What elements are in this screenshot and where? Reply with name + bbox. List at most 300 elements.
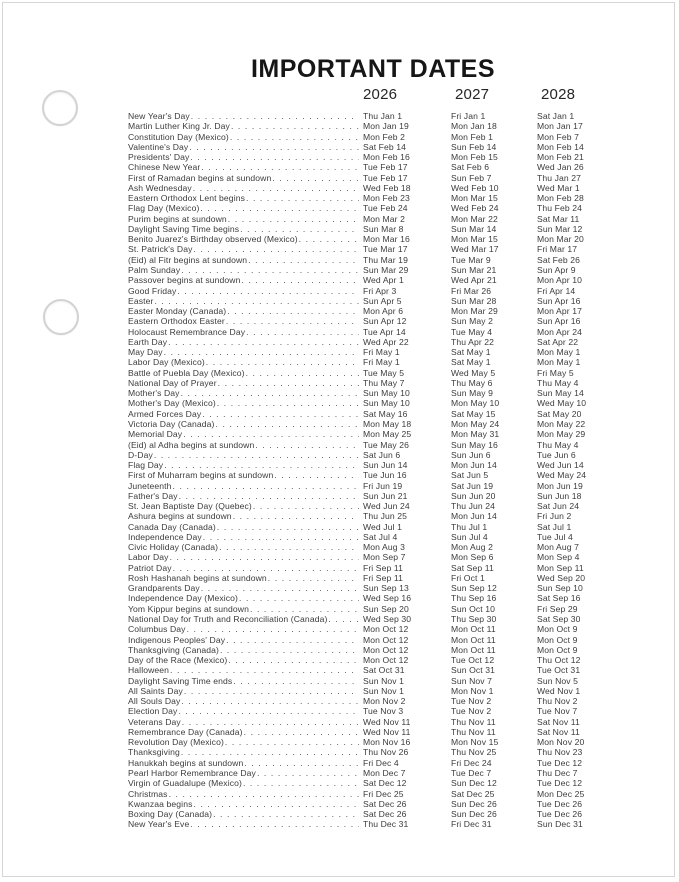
holiday-date-2027: Mon Jun 14 [451, 511, 497, 522]
holiday-name-cell [128, 655, 359, 665]
dot-leader [169, 789, 359, 799]
holiday-name: Passover begins at sundown [128, 275, 241, 286]
dot-leader [201, 162, 359, 172]
table-row [128, 542, 624, 552]
holiday-date-2028: Sat Jan 1 [537, 111, 575, 121]
holiday-name-cell [128, 152, 359, 162]
holiday-date-2028: Tue Oct 31 [537, 665, 581, 676]
dot-leader [246, 327, 359, 337]
holiday-date-2028: Sat May 20 [537, 408, 582, 419]
holiday-date-2026: Mon Oct 12 [363, 634, 409, 645]
holiday-date-2028: Mon May 1 [537, 357, 581, 368]
dot-leader [154, 450, 359, 460]
holiday-date-2027: Sun Jun 20 [451, 490, 496, 501]
holiday-date-2026: Sun Apr 5 [363, 295, 402, 306]
dot-leader [226, 635, 359, 645]
holiday-date-2026: Sat Jul 4 [363, 531, 398, 542]
holiday-name-cell [128, 737, 359, 747]
holiday-name-cell [128, 275, 359, 285]
holiday-date-2027: Tue Mar 9 [451, 254, 491, 265]
holiday-date-2027: Sat Feb 6 [451, 162, 490, 173]
holiday-name: Independence Day (Mexico) [128, 593, 238, 604]
holiday-name: Constitution Day (Mexico) [128, 131, 229, 142]
holiday-date-2026: Mon Apr 6 [363, 306, 404, 317]
dot-leader [233, 511, 359, 521]
holiday-date-2028: Thu Dec 7 [537, 768, 578, 778]
holiday-name: Labor Day [128, 552, 169, 563]
table-row [128, 778, 624, 788]
holiday-name-cell [128, 563, 359, 573]
holiday-date-2026: Sat Jun 6 [363, 449, 401, 460]
table-row [128, 655, 624, 665]
holiday-name-cell [128, 511, 359, 521]
holiday-name-cell [128, 686, 359, 696]
holiday-date-2026: Mon Feb 16 [363, 152, 410, 163]
table-row [128, 768, 624, 778]
holiday-date-2026: Tue Feb 17 [363, 162, 408, 173]
holiday-date-2028: Mon Sep 11 [537, 562, 584, 573]
holiday-date-2026: Sat May 16 [363, 408, 408, 419]
dot-leader [181, 747, 359, 757]
table-row [128, 409, 624, 419]
punch-hole-bottom [43, 299, 79, 335]
holiday-name-cell [128, 491, 359, 501]
holiday-name-cell [128, 132, 359, 142]
holiday-name-cell [128, 583, 359, 593]
table-row [128, 275, 624, 285]
table-row [128, 552, 624, 562]
holiday-date-2028: Mon Oct 9 [537, 634, 578, 645]
dot-leader [184, 686, 359, 696]
holiday-name: Daylight Saving Time begins [128, 223, 240, 234]
holiday-name-cell [128, 501, 359, 511]
holiday-name-cell [128, 316, 359, 326]
holiday-name-cell [128, 142, 359, 152]
dot-leader [173, 563, 359, 573]
holiday-name: St. Jean Baptiste Day (Quebec) [128, 501, 252, 512]
holiday-name-cell [128, 224, 359, 234]
holiday-date-2027: Sun Mar 14 [451, 223, 497, 234]
table-row [128, 162, 624, 172]
holiday-date-2028: Sun Apr 9 [537, 264, 576, 275]
holiday-name-cell [128, 758, 359, 768]
holiday-name: (Eid) al Adha begins at sundown [128, 439, 255, 450]
holiday-date-2028: Mon Jan 17 [537, 121, 583, 132]
holiday-date-2027: Fri Oct 1 [451, 572, 485, 583]
holiday-date-2027: Thu Sep 30 [451, 614, 497, 625]
table-row [128, 522, 624, 532]
dot-leader [193, 244, 359, 254]
table-row [128, 234, 624, 244]
holiday-date-2026: Wed Nov 11 [363, 716, 411, 727]
holiday-date-2027: Mon May 31 [451, 429, 500, 440]
holiday-date-2026: Mon Feb 2 [363, 131, 405, 142]
holiday-name: First of Ramadan begins at sundown [128, 172, 272, 183]
holiday-date-2027: Thu Nov 11 [451, 716, 496, 727]
dot-leader [170, 665, 359, 675]
holiday-name: Halloween [128, 665, 170, 676]
dot-leader [164, 460, 359, 470]
holiday-name: Day of the Race (Mexico) [128, 655, 228, 666]
holiday-date-2027: Wed May 5 [451, 367, 496, 378]
holiday-name: (Eid) al Fitr begins at sundown [128, 254, 248, 265]
holiday-name: Good Friday [128, 285, 177, 296]
holiday-date-2026: Sun Apr 12 [363, 316, 407, 327]
holiday-date-2028: Sat Apr 22 [537, 336, 579, 347]
holiday-name-cell [128, 419, 359, 429]
holiday-name: Victoria Day (Canada) [128, 418, 215, 429]
holiday-date-2028: Mon Apr 24 [537, 326, 582, 337]
dot-leader [227, 306, 359, 316]
dot-leader [190, 819, 359, 829]
holiday-name: Juneteenth [128, 480, 172, 491]
table-row [128, 306, 624, 316]
table-row [128, 265, 624, 275]
holiday-date-2028: Tue Dec 12 [537, 757, 583, 768]
holiday-name-cell [128, 624, 359, 634]
holiday-date-2027: Thu May 6 [451, 377, 493, 388]
table-row [128, 111, 624, 121]
table-row [128, 799, 624, 809]
holiday-name-cell [128, 747, 359, 757]
holiday-name: Mother's Day (Mexico) [128, 398, 216, 409]
table-row [128, 440, 624, 450]
holiday-name: D-Day [128, 449, 153, 460]
holiday-date-2028: Sun Jun 18 [537, 490, 582, 501]
holiday-name: Memorial Day [128, 429, 183, 440]
dot-leader [228, 214, 359, 224]
holiday-date-2026: Sun Jun 21 [363, 490, 408, 501]
holiday-name: Daylight Saving Time ends [128, 675, 233, 686]
holiday-date-2027: Tue Oct 12 [451, 655, 495, 666]
holiday-date-2026: Sat Dec 26 [363, 809, 407, 820]
table-row [128, 758, 624, 768]
holiday-date-2026: Fri Apr 3 [363, 285, 397, 296]
holiday-name: Kwanzaa begins [128, 798, 193, 809]
table-row [128, 717, 624, 727]
holiday-date-2028: Mon Jun 19 [537, 480, 583, 491]
holiday-date-2026: Wed Sep 16 [363, 593, 412, 604]
table-row [128, 378, 624, 388]
holiday-name: Eastern Orthodox Easter [128, 316, 225, 327]
holiday-date-2026: Sun Sep 20 [363, 603, 409, 614]
holiday-name: National Day of Prayer [128, 377, 217, 388]
holiday-name-cell [128, 809, 359, 819]
dot-leader [299, 234, 359, 244]
holiday-date-2028: Sun May 14 [537, 388, 584, 399]
holiday-date-2027: Sun Mar 28 [451, 295, 497, 306]
holiday-name-cell [128, 244, 359, 254]
holiday-date-2028: Mon Apr 10 [537, 275, 582, 286]
holiday-date-2027: Sun Oct 31 [451, 665, 495, 676]
holiday-name: Easter [128, 295, 154, 306]
holiday-name-cell [128, 789, 359, 799]
holiday-date-2027: Sat May 1 [451, 357, 491, 368]
dot-leader [200, 203, 359, 213]
holiday-name-cell [128, 604, 359, 614]
holiday-name-cell [128, 440, 359, 450]
dot-leader [268, 573, 359, 583]
dot-leader [182, 717, 359, 727]
holiday-name-cell [128, 306, 359, 316]
holiday-name: Thanksgiving [128, 747, 180, 758]
important-dates-table [128, 86, 624, 830]
table-row [128, 727, 624, 737]
dot-leader [193, 183, 359, 193]
holiday-name-cell [128, 193, 359, 203]
table-row [128, 316, 624, 326]
holiday-date-2028: Fri May 5 [537, 367, 574, 378]
holiday-date-2026: Sun Jun 14 [363, 460, 408, 471]
table-row [128, 450, 624, 460]
holiday-date-2028: Tue Nov 7 [537, 706, 578, 717]
dot-leader [274, 470, 359, 480]
table-row [128, 121, 624, 131]
holiday-date-2027: Sun May 16 [451, 439, 498, 450]
holiday-date-2026: Mon Jan 19 [363, 121, 409, 132]
holiday-name: Labor Day (Mexico) [128, 357, 205, 368]
dot-leader [246, 193, 359, 203]
dot-leader [228, 655, 359, 665]
holiday-date-2026: Tue Mar 17 [363, 244, 408, 255]
dot-leader [179, 491, 359, 501]
holiday-date-2026: Tue Jun 16 [363, 470, 407, 481]
table-row [128, 419, 624, 429]
holiday-date-2028: Mon Oct 9 [537, 624, 578, 635]
holiday-date-2026: Mon Oct 12 [363, 624, 409, 635]
holiday-date-2028: Mon Apr 17 [537, 306, 582, 317]
holiday-date-2027: Mon Oct 11 [451, 624, 496, 635]
holiday-date-2026: Wed Jun 24 [363, 501, 410, 512]
table-row [128, 224, 624, 234]
dot-leader [231, 121, 359, 131]
table-row [128, 706, 624, 716]
holiday-date-2028: Thu Feb 24 [537, 203, 582, 214]
holiday-date-2028: Wed May 10 [537, 398, 587, 409]
holiday-name: New Year's Eve [128, 819, 190, 830]
holiday-date-2026: Mon Mar 2 [363, 213, 405, 224]
holiday-date-2028: Sat Jun 24 [537, 501, 580, 512]
holiday-date-2026: Mon May 18 [363, 418, 412, 429]
dot-leader [187, 624, 359, 634]
holiday-date-2028: Sat Feb 26 [537, 254, 581, 265]
holiday-name-cell [128, 450, 359, 460]
table-row [128, 337, 624, 347]
holiday-date-2028: Mon Aug 7 [537, 542, 579, 553]
holiday-date-2028: Thu Jan 27 [537, 172, 581, 183]
holiday-name-cell [128, 296, 359, 306]
holiday-date-2026: Mon May 25 [363, 429, 412, 440]
table-row [128, 327, 624, 337]
holiday-date-2026: Mon Nov 16 [363, 737, 411, 748]
page-title: IMPORTANT DATES [250, 55, 496, 83]
holiday-date-2027: Fri Mar 26 [451, 285, 492, 296]
table-row [128, 203, 624, 213]
holiday-name: Civic Holiday (Canada) [128, 542, 219, 553]
dot-leader [219, 542, 359, 552]
holiday-name: Pearl Harbor Remembrance Day [128, 768, 256, 778]
holiday-date-2026: Tue Feb 24 [363, 203, 408, 214]
table-row [128, 460, 624, 470]
holiday-date-2028: Thu May 4 [537, 439, 579, 450]
holiday-name-cell [128, 121, 359, 131]
holiday-date-2027: Fri Dec 31 [451, 819, 492, 830]
table-row [128, 429, 624, 439]
holiday-date-2028: Fri Jun 2 [537, 511, 572, 522]
dot-leader [243, 778, 359, 788]
holiday-name: New Year's Day [128, 111, 190, 121]
dot-leader [193, 799, 359, 809]
holiday-name: Rosh Hashanah begins at sundown [128, 572, 267, 583]
holiday-date-2026: Thu May 7 [363, 377, 405, 388]
holiday-date-2028: Fri Sep 29 [537, 603, 578, 614]
dot-leader [233, 676, 359, 686]
holiday-date-2028: Wed Jun 14 [537, 460, 584, 471]
holiday-date-2028: Mon May 1 [537, 347, 581, 358]
holiday-date-2028: Sun Mar 12 [537, 223, 583, 234]
holiday-name-cell [128, 429, 359, 439]
dot-leader [226, 316, 359, 326]
table-row [128, 696, 624, 706]
holiday-date-2028: Sun Apr 16 [537, 295, 581, 306]
holiday-name: Flag Day (Mexico) [128, 203, 200, 214]
holiday-date-2026: Thu Jun 25 [363, 511, 407, 522]
holiday-date-2026: Sun Mar 8 [363, 223, 404, 234]
holiday-name-cell [128, 162, 359, 172]
holiday-date-2026: Wed Apr 22 [363, 336, 409, 347]
holiday-name: Veterans Day [128, 716, 181, 727]
holiday-date-2028: Tue Dec 26 [537, 798, 583, 809]
holiday-name: Battle of Puebla Day (Mexico) [128, 367, 245, 378]
dot-leader [246, 368, 359, 378]
holiday-date-2027: Sat May 1 [451, 347, 491, 358]
year-header-row [128, 86, 624, 111]
holiday-date-2026: Sun Sep 13 [363, 583, 409, 594]
holiday-name-cell [128, 203, 359, 213]
holiday-date-2027: Mon Nov 15 [451, 737, 499, 748]
holiday-date-2027: Sat Sep 11 [451, 562, 494, 573]
holiday-name: Thanksgiving (Canada) [128, 644, 219, 655]
table-row [128, 624, 624, 634]
dot-leader [190, 152, 359, 162]
holiday-date-2028: Sun Nov 5 [537, 675, 579, 686]
dot-leader [213, 809, 359, 819]
holiday-date-2028: Wed Sep 20 [537, 572, 586, 583]
holiday-date-2027: Mon Mar 15 [451, 234, 498, 245]
holiday-name-cell [128, 593, 359, 603]
holiday-name: Martin Luther King Jr. Day [128, 121, 230, 132]
table-row [128, 286, 624, 296]
holiday-date-2028: Sat Nov 11 [537, 716, 580, 727]
holiday-date-2026: Mon Aug 3 [363, 542, 405, 553]
holiday-name: All Saints Day [128, 685, 183, 696]
holiday-date-2027: Mon Mar 15 [451, 193, 498, 204]
holiday-name: Eastern Orthodox Lent begins [128, 193, 245, 204]
holiday-date-2027: Mon Oct 11 [451, 634, 496, 645]
holiday-date-2027: Thu Jul 1 [451, 521, 488, 532]
table-row [128, 511, 624, 521]
table-row [128, 214, 624, 224]
table-row [128, 583, 624, 593]
dot-leader [206, 357, 359, 367]
holiday-date-2027: Mon Jan 18 [451, 121, 497, 132]
year-header-2028: 2028 [541, 86, 576, 103]
holiday-date-2028: Mon Feb 7 [537, 131, 579, 142]
holiday-name: Virgin of Guadalupe (Mexico) [128, 778, 242, 789]
holiday-date-2028: Wed May 24 [537, 470, 587, 481]
holiday-date-2026: Fri Dec 25 [363, 788, 404, 799]
holiday-name: Canada Day (Canada) [128, 521, 216, 532]
holiday-date-2027: Mon Nov 1 [451, 685, 494, 696]
holiday-date-2027: Mon Sep 6 [451, 552, 494, 563]
holiday-date-2028: Mon Sep 4 [537, 552, 580, 563]
holiday-name: Purim begins at sundown [128, 213, 227, 224]
dot-leader [230, 132, 359, 142]
holiday-name-cell [128, 378, 359, 388]
holiday-date-2028: Mon Feb 28 [537, 193, 584, 204]
holiday-name-cell [128, 357, 359, 367]
table-row [128, 809, 624, 819]
holiday-date-2027: Mon Mar 22 [451, 213, 498, 224]
table-row [128, 132, 624, 142]
dot-leader [244, 758, 359, 768]
holiday-date-2028: Thu Nov 23 [537, 747, 583, 758]
holiday-name: Independence Day [128, 531, 202, 542]
holiday-name-cell [128, 214, 359, 224]
holiday-date-2026: Tue May 5 [363, 367, 405, 378]
dot-leader [203, 532, 359, 542]
holiday-date-2027: Thu Nov 11 [451, 726, 496, 737]
holiday-name-cell [128, 234, 359, 244]
holiday-date-2027: Sun Mar 21 [451, 264, 497, 275]
holiday-name-cell [128, 778, 359, 788]
table-row [128, 368, 624, 378]
dates-table-body [128, 111, 624, 830]
dot-leader [328, 614, 359, 624]
holiday-date-2027: Thu Apr 22 [451, 336, 495, 347]
holiday-name-cell [128, 347, 359, 357]
dot-leader [177, 286, 359, 296]
holiday-date-2026: Sat Dec 26 [363, 798, 407, 809]
holiday-name: Palm Sunday [128, 264, 181, 275]
holiday-date-2027: Sun Dec 12 [451, 778, 497, 789]
holiday-date-2026: Fri Sep 11 [363, 572, 404, 583]
holiday-name-cell [128, 542, 359, 552]
holiday-name-cell [128, 727, 359, 737]
holiday-date-2026: Tue Apr 14 [363, 326, 406, 337]
table-row [128, 357, 624, 367]
holiday-date-2027: Wed Apr 21 [451, 275, 497, 286]
holiday-name-cell [128, 696, 359, 706]
holiday-name-cell [128, 409, 359, 419]
holiday-date-2027: Wed Mar 17 [451, 244, 499, 255]
table-row [128, 604, 624, 614]
holiday-name-cell [128, 635, 359, 645]
holiday-name-cell [128, 717, 359, 727]
holiday-date-2026: Mon Feb 23 [363, 193, 410, 204]
holiday-date-2027: Sat Jun 5 [451, 470, 489, 481]
holiday-name-cell [128, 388, 359, 398]
year-header-2027: 2027 [455, 86, 490, 103]
holiday-date-2028: Tue Dec 26 [537, 809, 583, 820]
holiday-date-2027: Sat Dec 25 [451, 788, 495, 799]
table-row [128, 573, 624, 583]
holiday-date-2027: Tue Nov 2 [451, 706, 492, 717]
holiday-date-2028: Sat Sep 30 [537, 614, 581, 625]
holiday-date-2026: Sun Nov 1 [363, 675, 405, 686]
holiday-date-2028: Mon Feb 14 [537, 141, 584, 152]
holiday-date-2026: Fri Dec 4 [363, 757, 399, 768]
